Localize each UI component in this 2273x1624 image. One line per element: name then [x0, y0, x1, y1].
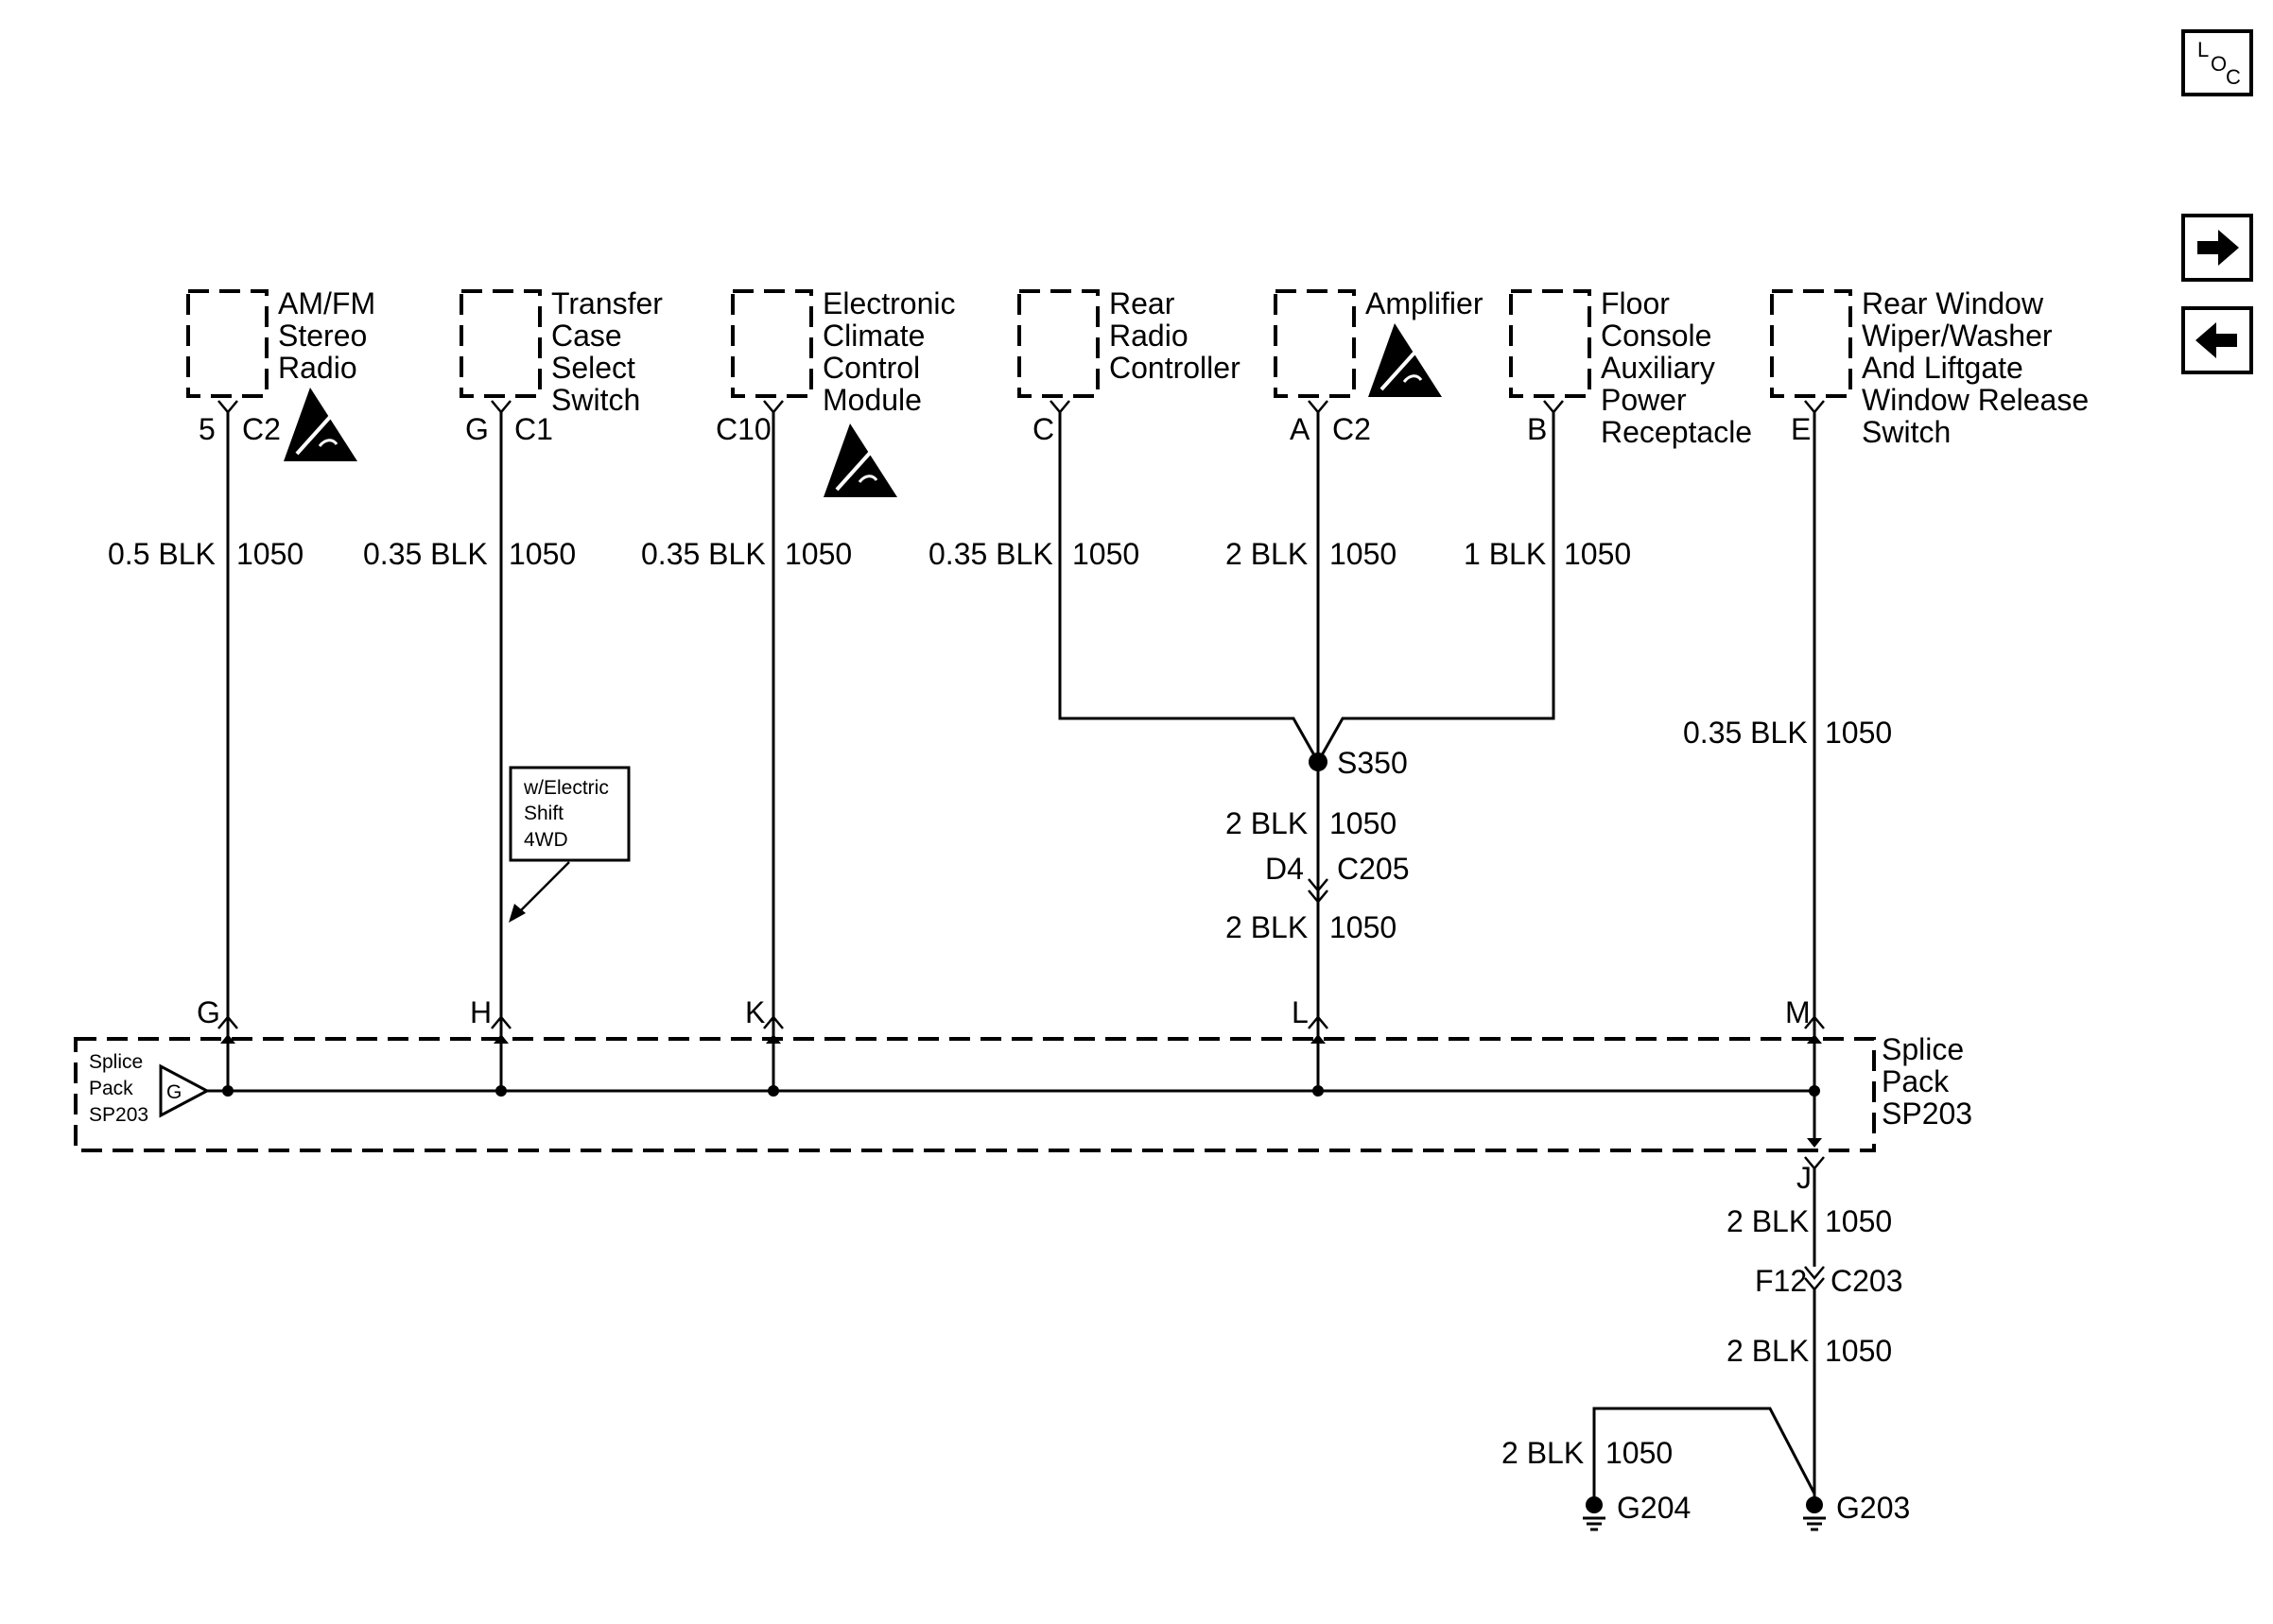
svg-text:0.5 BLK: 0.5 BLK: [108, 537, 216, 571]
next-page-button[interactable]: [2183, 216, 2251, 280]
wire-floor-console: [1318, 412, 1553, 762]
svg-text:C10: C10: [716, 412, 772, 446]
svg-text:D4: D4: [1265, 852, 1304, 886]
svg-text:Electronic: Electronic: [823, 286, 956, 320]
svg-text:C205: C205: [1337, 852, 1410, 886]
svg-text:F12: F12: [1755, 1264, 1808, 1298]
svg-text:1050: 1050: [236, 537, 304, 571]
component-climate-control-module: [733, 286, 956, 417]
svg-text:2 BLK: 2 BLK: [1225, 806, 1309, 840]
option-note-electric-shift: [509, 768, 629, 923]
svg-text:Power: Power: [1601, 383, 1687, 417]
svg-text:Rear: Rear: [1109, 286, 1175, 320]
svg-text:Case: Case: [551, 319, 622, 353]
svg-text:Wiper/Washer: Wiper/Washer: [1862, 319, 2053, 353]
svg-text:K: K: [745, 995, 766, 1029]
esd-warning-icon: [824, 423, 897, 497]
svg-text:1050: 1050: [1329, 806, 1397, 840]
svg-text:SP203: SP203: [1882, 1097, 1973, 1131]
esd-warning-icon: [1368, 323, 1442, 397]
wire-labels: [108, 537, 1892, 750]
svg-text:1 BLK: 1 BLK: [1464, 537, 1547, 571]
svg-text:AM/FM: AM/FM: [278, 286, 376, 320]
svg-text:1050: 1050: [1329, 910, 1397, 944]
svg-text:S350: S350: [1337, 746, 1408, 780]
wire-rear-radio: [1060, 412, 1318, 762]
svg-text:1050: 1050: [1825, 1334, 1893, 1368]
svg-text:Climate: Climate: [823, 319, 926, 353]
svg-text:C2: C2: [1332, 412, 1371, 446]
svg-text:And Liftgate: And Liftgate: [1862, 351, 2023, 385]
svg-text:Receptacle: Receptacle: [1601, 415, 1753, 449]
svg-text:G204: G204: [1617, 1491, 1692, 1525]
output-wire-j: [1726, 1157, 1892, 1267]
svg-text:5: 5: [199, 412, 216, 446]
previous-page-button[interactable]: [2183, 308, 2251, 372]
ground-g204: [1583, 1491, 1691, 1529]
svg-text:Module: Module: [823, 383, 922, 417]
esd-warning-icon: [284, 388, 357, 461]
svg-text:E: E: [1791, 412, 1812, 446]
component-am-fm-radio: [188, 286, 375, 396]
svg-text:J: J: [1796, 1161, 1812, 1195]
svg-text:Rear Window: Rear Window: [1862, 286, 2044, 320]
svg-text:Splice: Splice: [89, 1051, 144, 1073]
svg-text:C: C: [2226, 65, 2241, 89]
svg-text:C: C: [1032, 412, 1055, 446]
ground-g203: [1803, 1491, 1910, 1529]
svg-text:M: M: [1785, 995, 1811, 1029]
svg-text:0.35 BLK: 0.35 BLK: [1683, 716, 1808, 750]
svg-text:O: O: [2211, 52, 2228, 76]
svg-text:1050: 1050: [1825, 1204, 1893, 1238]
svg-text:1050: 1050: [1605, 1436, 1674, 1470]
svg-text:4WD: 4WD: [524, 829, 568, 851]
svg-text:Shift: Shift: [524, 803, 564, 824]
svg-text:1050: 1050: [1564, 537, 1632, 571]
pin-labels-top: [199, 412, 1811, 446]
svg-text:L: L: [2197, 38, 2210, 61]
loc-button[interactable]: [2183, 31, 2251, 95]
svg-text:Switch: Switch: [1862, 415, 1952, 449]
svg-text:G: G: [166, 1081, 182, 1103]
svg-text:Stereo: Stereo: [278, 319, 368, 353]
splice-pack-pins: [197, 995, 1811, 1029]
svg-text:w/Electric: w/Electric: [524, 777, 609, 799]
svg-text:Auxiliary: Auxiliary: [1601, 351, 1715, 385]
svg-text:Pack: Pack: [89, 1078, 133, 1099]
svg-text:1050: 1050: [785, 537, 853, 571]
svg-text:B: B: [1527, 412, 1548, 446]
svg-text:Splice: Splice: [1882, 1032, 1965, 1066]
component-rear-radio-controller: [1019, 286, 1241, 396]
svg-text:Controller: Controller: [1109, 351, 1241, 385]
svg-text:H: H: [470, 995, 493, 1029]
svg-text:Radio: Radio: [1109, 319, 1189, 353]
connector-c203: [1726, 1264, 1903, 1503]
svg-text:0.35 BLK: 0.35 BLK: [641, 537, 766, 571]
svg-text:0.35 BLK: 0.35 BLK: [363, 537, 488, 571]
svg-text:Pack: Pack: [1882, 1064, 1950, 1098]
svg-text:2 BLK: 2 BLK: [1726, 1204, 1810, 1238]
svg-text:2 BLK: 2 BLK: [1225, 537, 1309, 571]
svg-text:C203: C203: [1831, 1264, 1903, 1298]
svg-text:2 BLK: 2 BLK: [1501, 1436, 1585, 1470]
splice-pack-terminals: [218, 1017, 1824, 1148]
svg-text:1050: 1050: [509, 537, 577, 571]
svg-text:G: G: [465, 412, 489, 446]
svg-text:Floor: Floor: [1601, 286, 1670, 320]
svg-text:0.35 BLK: 0.35 BLK: [928, 537, 1053, 571]
svg-text:1050: 1050: [1072, 537, 1140, 571]
svg-text:Select: Select: [551, 351, 635, 385]
svg-text:Console: Console: [1601, 319, 1712, 353]
svg-text:1050: 1050: [1825, 716, 1893, 750]
svg-text:1050: 1050: [1329, 537, 1397, 571]
svg-text:C2: C2: [242, 412, 281, 446]
svg-text:C1: C1: [514, 412, 553, 446]
svg-text:Radio: Radio: [278, 351, 357, 385]
svg-text:Window Release: Window Release: [1862, 383, 2090, 417]
component-transfer-case-switch: [461, 286, 663, 417]
connector-symbols-top: [218, 401, 1824, 412]
svg-text:SP203: SP203: [89, 1104, 149, 1126]
svg-text:Transfer: Transfer: [551, 286, 663, 320]
svg-text:G: G: [197, 995, 220, 1029]
svg-text:2 BLK: 2 BLK: [1225, 910, 1309, 944]
svg-text:2 BLK: 2 BLK: [1726, 1334, 1810, 1368]
wire-branch-g204: [1501, 1408, 1814, 1503]
svg-text:Switch: Switch: [551, 383, 641, 417]
svg-text:G203: G203: [1836, 1491, 1911, 1525]
svg-text:A: A: [1290, 412, 1310, 446]
svg-text:L: L: [1292, 995, 1309, 1029]
svg-text:Control: Control: [823, 351, 921, 385]
splice-pack-sp203: [76, 1032, 1972, 1150]
component-rear-window-switch: [1772, 286, 2089, 449]
svg-text:Amplifier: Amplifier: [1365, 286, 1484, 320]
